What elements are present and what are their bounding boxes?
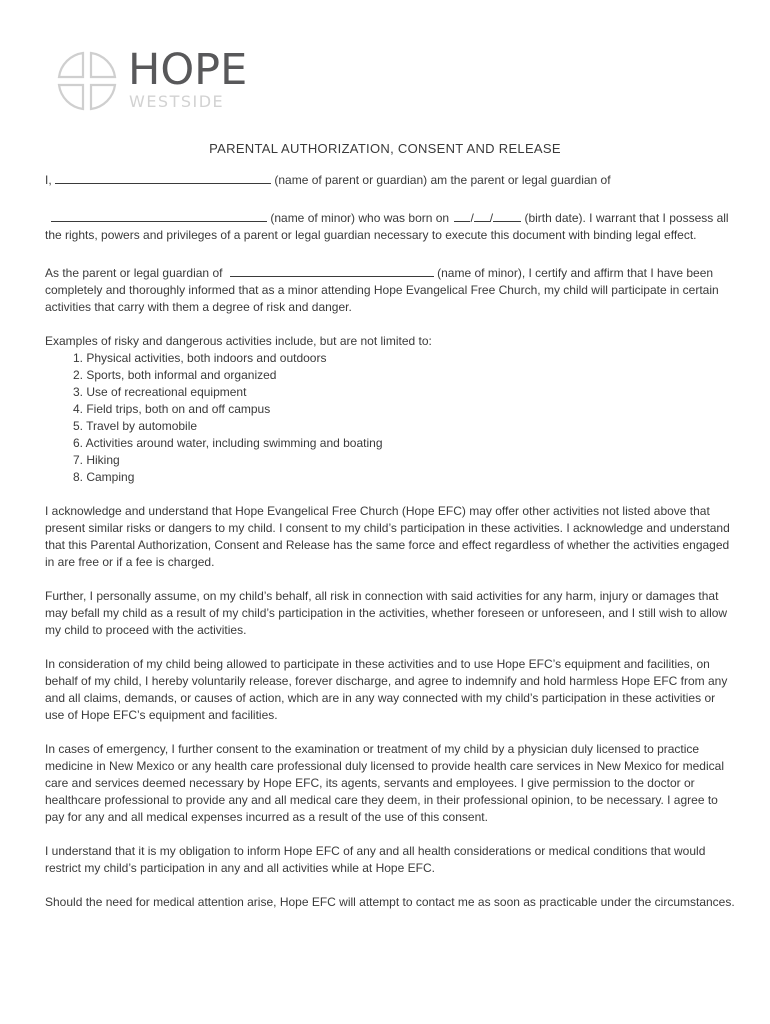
release-paragraph: In consideration of my child being allowed to participate in these activities and to use Hope EFC’s equipment and facilities, on behalf of my child, I hereby voluntarily release, forever discharge, and agree to indemnify and hold harmless Hope EFC from any and all claims, demands, or causes of action, which are in any way connected with my child’s participation in these activities or use of Hope EFC’s equipment and facilities. [45, 657, 728, 722]
cross-circle-icon [56, 50, 118, 112]
health-obligation-paragraph: I understand that it is my obligation to inform Hope EFC of any and all health considerations or medical conditions that would restrict my child’s participation in any and all activities while at Hope EFC. [45, 844, 706, 875]
acknowledgement-paragraph: I acknowledge and understand that Hope Evangelical Free Church (Hope EFC) may offer other activities not listed above that present similar risks or dangers to my child. I consent to my child’s participation in these activities. I acknowledge and understand that this Parental Authorization, Consent and Release has the same force and effect regardless of whether the activities engaged in are free or if a fee is charged. [45, 504, 730, 569]
birth-month-field[interactable] [454, 211, 470, 222]
document-title: PARENTAL AUTHORIZATION, CONSENT AND RELEASE [209, 141, 561, 156]
list-item: 1. Physical activities, both indoors and outdoors [73, 351, 327, 365]
logo-wordmark: HOPE [128, 45, 248, 95]
parent-name-line [45, 172, 735, 189]
minor-name-field[interactable] [51, 211, 267, 222]
parent-name-field[interactable] [55, 173, 271, 184]
parent-suffix: (name of parent or guardian) am the parent or legal guardian of [274, 173, 611, 187]
list-item: 4. Field trips, both on and off campus [73, 402, 271, 416]
birth-label: (birth date). I warrant that I [524, 211, 666, 225]
list-item: 6. Activities around water, including swimming and boating [73, 436, 383, 450]
birth-year-field[interactable] [493, 211, 521, 222]
list-item: 7. Hiking [73, 453, 120, 467]
minor-label: (name of minor) who was born on [270, 211, 450, 225]
parent-prefix: I, [45, 173, 52, 187]
minor-birth-paragraph [45, 210, 735, 244]
risk-assumption-paragraph: Further, I personally assume, on my child’s behalf, all risk in connection with said activities for any harm, injury or damages that may befall my child as a result of my child’s participation in the activities, whether foreseen or unforeseen, and I still wish to allow my child to proceed with the activities. [45, 589, 728, 637]
medical-contact-paragraph: Should the need for medical attention arise, Hope EFC will attempt to contact me as soon as practicable under the circumstances. [45, 895, 735, 909]
guardian-paragraph [45, 265, 735, 316]
examples-intro: Examples of risky and dangerous activities include, but are not limited to: [45, 334, 432, 348]
birth-day-field[interactable] [474, 211, 490, 222]
emergency-consent-paragraph: In cases of emergency, I further consent to the examination or treatment of my child by a physician duly licensed to practice medicine in New Mexico or any health care professional duly licensed to provide health care services in New Mexico for medical care and services deemed necessary by Hope EFC, its agents, servants and employees. I give permission to the doctor or healthcare professional to provide any and all medical care they deem, in their professional opinion, to be necessary. I agree to pay for any and all medical expenses incurred as a result of the use of this consent. [45, 742, 724, 824]
list-item: 5. Travel by automobile [73, 419, 198, 433]
date-separator: / [470, 211, 474, 225]
warrant-text: possess all the rights, powers and privileges of a parent or legal guardian necessary to execute this document with binding legal effect. [45, 211, 729, 242]
examples-list [45, 350, 735, 486]
church-logo [56, 45, 296, 120]
list-item: 8. Camping [73, 470, 135, 484]
logo-subtitle: WESTSIDE [129, 92, 225, 111]
list-item: 2. Sports, both informal and organized [73, 368, 277, 382]
list-item: 3. Use of recreational equipment [73, 385, 247, 399]
guardian-minor-name-field[interactable] [230, 266, 434, 277]
guardian-prefix: As the parent or legal guardian of [45, 266, 223, 280]
date-separator: / [489, 211, 494, 225]
guardian-suffix: (name of minor), I certify and affirm that I have been completely and thoroughly informed that as a minor attending Hope Evangelical Free Church, my child will participate in certain activities that carry with them a degree of risk and danger. [45, 266, 719, 314]
document-body [45, 172, 735, 911]
